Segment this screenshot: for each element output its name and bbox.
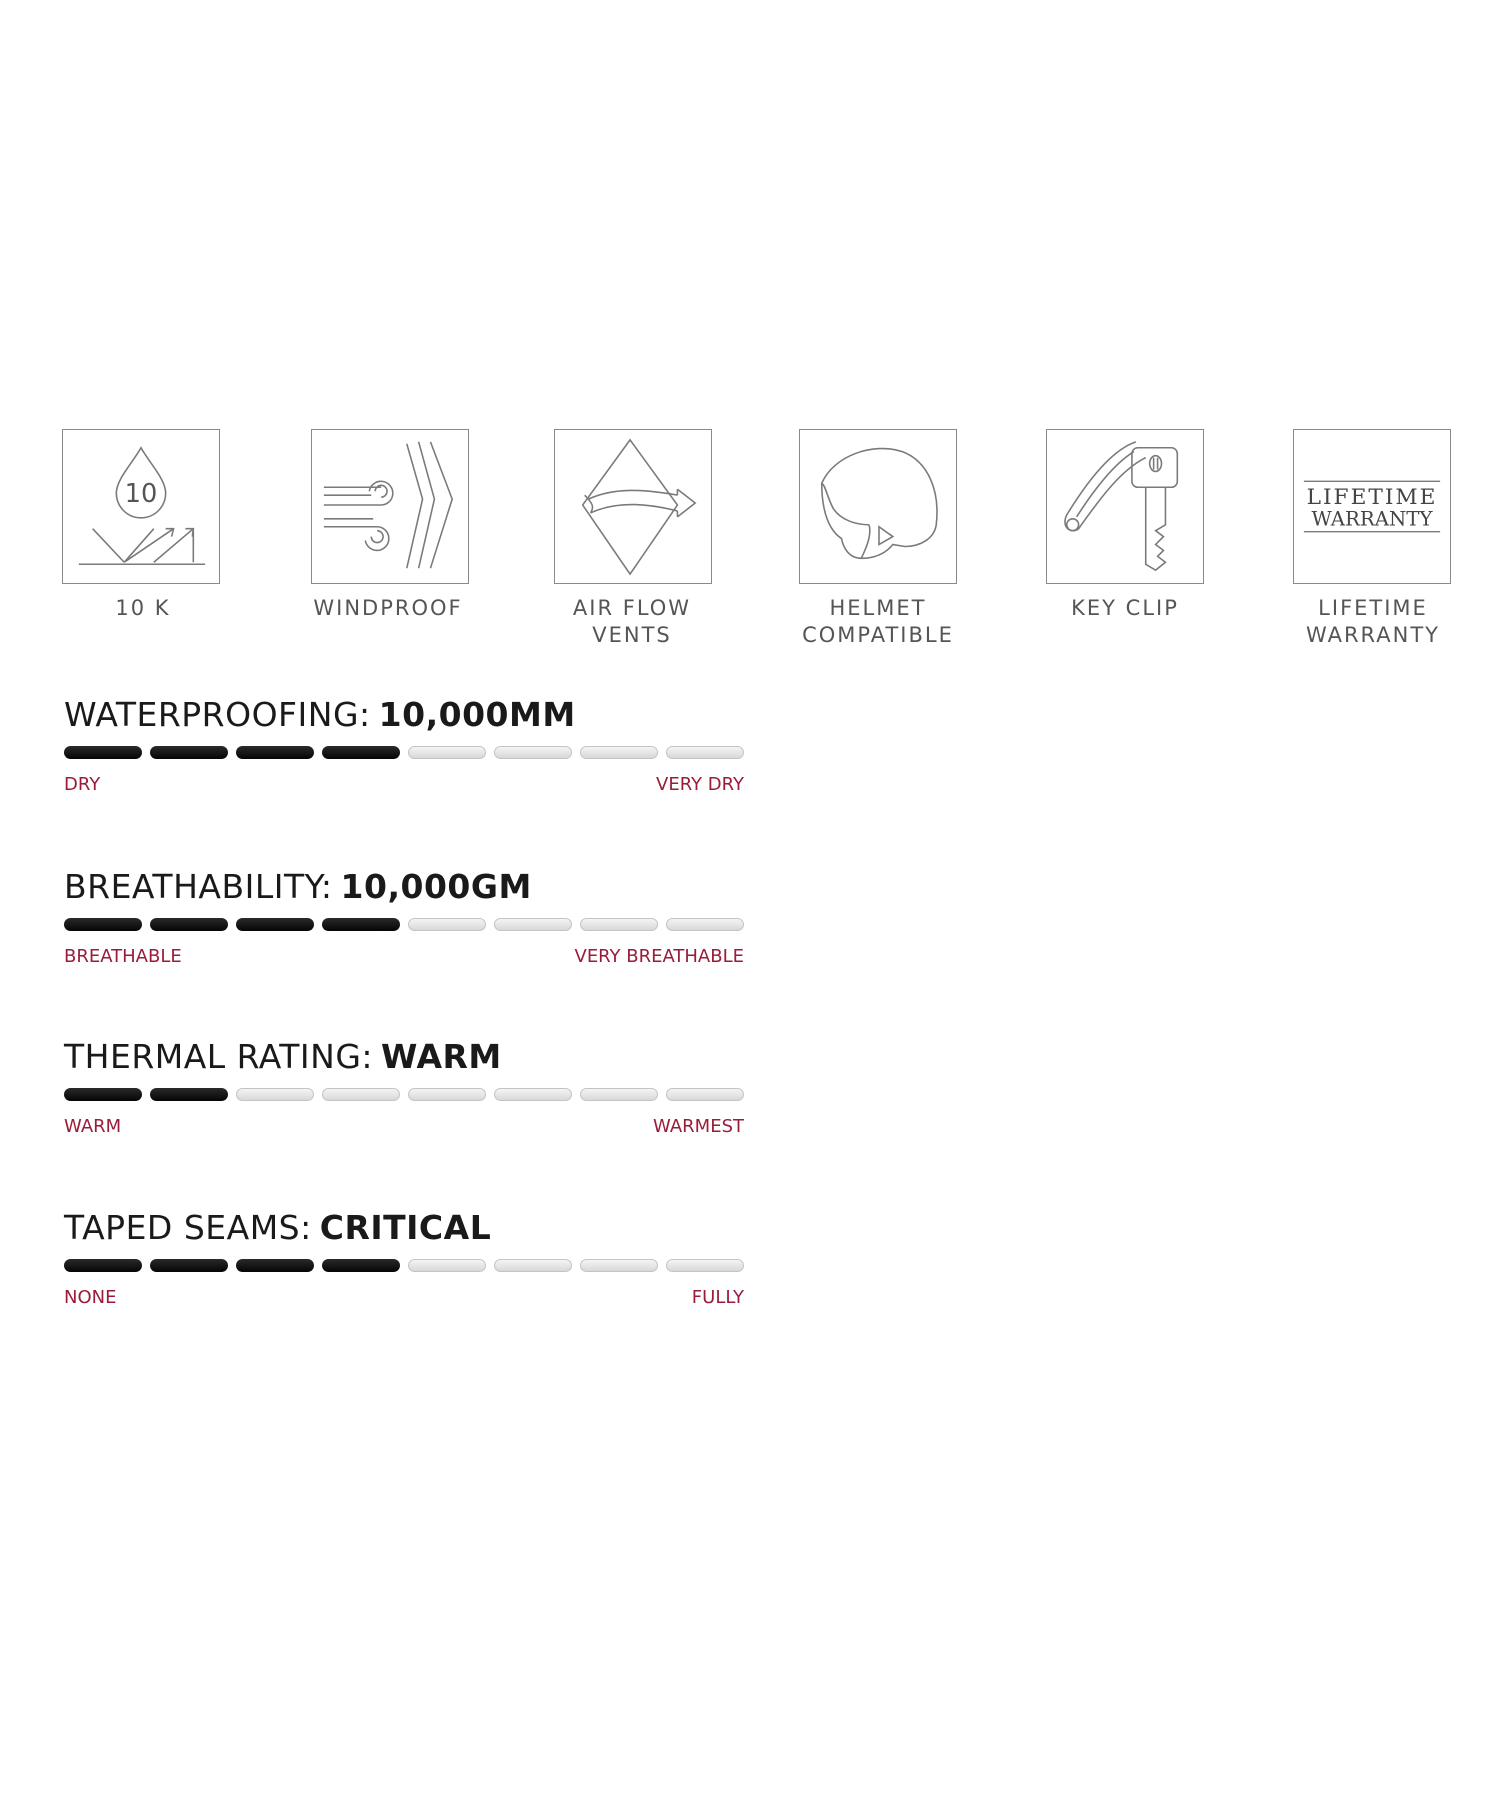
rating-segment-empty xyxy=(580,1259,658,1272)
feature-caption-line: LIFETIME xyxy=(1318,596,1428,620)
rating-value: 10,000MM xyxy=(378,695,576,734)
rating-value: 10,000GM xyxy=(340,867,532,906)
rating-segment-empty xyxy=(494,918,572,931)
rating-min-label: WARM xyxy=(64,1116,122,1137)
rating-segment-filled xyxy=(64,746,142,759)
feature-caption-line: AIR FLOW xyxy=(572,596,692,620)
feature-caption-line: 10 K xyxy=(115,596,171,620)
rating-taped-seams xyxy=(64,1207,744,1311)
rating-segment-filled xyxy=(150,918,228,931)
rating-min-label: BREATHABLE xyxy=(64,946,182,967)
rating-bar xyxy=(64,1088,744,1104)
rating-value: WARM xyxy=(381,1037,502,1076)
feature-caption-line: WARRANTY xyxy=(1305,623,1441,647)
rating-min-label: DRY xyxy=(64,774,101,795)
rating-segment-empty xyxy=(494,1259,572,1272)
rating-segment-filled xyxy=(236,1259,314,1272)
feature-lifetime-warranty-caption xyxy=(1248,595,1498,649)
wind-icon xyxy=(311,429,469,584)
rating-segment-empty xyxy=(580,1088,658,1101)
rating-label: BREATHABILITY: xyxy=(64,867,333,906)
rating-segment-empty xyxy=(580,918,658,931)
helmet-icon xyxy=(799,429,957,584)
rating-segment-filled xyxy=(150,746,228,759)
rating-bar xyxy=(64,746,744,762)
rating-scale xyxy=(64,1287,744,1311)
rating-title xyxy=(64,694,744,736)
rating-segment-filled xyxy=(64,1259,142,1272)
rating-title xyxy=(64,1036,744,1078)
rating-segment-empty xyxy=(408,1088,486,1101)
rating-breathability xyxy=(64,866,744,970)
lifetime-warranty-icon xyxy=(1293,429,1451,584)
feature-windproof-caption xyxy=(263,595,513,622)
rating-thermal xyxy=(64,1036,744,1140)
rating-bar xyxy=(64,918,744,934)
rating-segment-filled xyxy=(64,918,142,931)
rating-segment-empty xyxy=(666,1259,744,1272)
rating-title xyxy=(64,1207,744,1249)
rating-segment-empty xyxy=(666,1088,744,1101)
rating-segment-filled xyxy=(64,1088,142,1101)
svg-text:WARRANTY: WARRANTY xyxy=(1311,507,1433,531)
rating-max-label: WARMEST xyxy=(653,1116,744,1137)
rating-scale xyxy=(64,946,744,970)
feature-caption-line: VENTS xyxy=(592,623,672,647)
rating-segment-filled xyxy=(322,1259,400,1272)
rating-segment-empty xyxy=(236,1088,314,1101)
feature-air-flow-vents-caption xyxy=(507,595,757,649)
rating-segment-empty xyxy=(408,1259,486,1272)
rating-max-label: FULLY xyxy=(691,1287,744,1308)
feature-10k-caption xyxy=(18,595,268,622)
rating-segment-filled xyxy=(236,746,314,759)
rating-segment-filled xyxy=(150,1259,228,1272)
air-flow-vents-icon xyxy=(554,429,712,584)
rating-waterproofing xyxy=(64,694,744,798)
feature-key-clip-caption xyxy=(1000,595,1250,622)
rating-label: WATERPROOFING: xyxy=(64,695,371,734)
rating-segment-filled xyxy=(322,918,400,931)
water-drop-10-icon xyxy=(62,429,220,584)
rating-scale xyxy=(64,1116,744,1140)
rating-bar xyxy=(64,1259,744,1275)
rating-scale xyxy=(64,774,744,798)
rating-segment-empty xyxy=(666,918,744,931)
rating-segment-empty xyxy=(580,746,658,759)
svg-text:LIFETIME: LIFETIME xyxy=(1306,485,1438,511)
feature-icons-row xyxy=(0,0,1500,680)
feature-caption-line: HELMET xyxy=(829,596,927,620)
rating-segment-empty xyxy=(408,746,486,759)
rating-segment-filled xyxy=(236,918,314,931)
rating-segment-empty xyxy=(322,1088,400,1101)
key-clip-icon xyxy=(1046,429,1204,584)
rating-max-label: VERY DRY xyxy=(656,774,744,795)
rating-segment-empty xyxy=(408,918,486,931)
feature-caption-line: KEY CLIP xyxy=(1071,596,1179,620)
rating-value: CRITICAL xyxy=(319,1208,492,1247)
feature-caption-line: COMPATIBLE xyxy=(802,623,954,647)
rating-title xyxy=(64,866,744,908)
rating-segment-filled xyxy=(322,746,400,759)
svg-text:10: 10 xyxy=(124,479,158,510)
rating-segment-empty xyxy=(494,1088,572,1101)
rating-label: TAPED SEAMS: xyxy=(64,1208,312,1247)
rating-segment-filled xyxy=(150,1088,228,1101)
rating-segment-empty xyxy=(666,746,744,759)
feature-caption-line: WINDPROOF xyxy=(313,596,463,620)
rating-label: THERMAL RATING: xyxy=(64,1037,374,1076)
rating-segment-empty xyxy=(494,746,572,759)
rating-max-label: VERY BREATHABLE xyxy=(574,946,744,967)
rating-min-label: NONE xyxy=(64,1287,117,1308)
feature-helmet-compatible-caption xyxy=(753,595,1003,649)
